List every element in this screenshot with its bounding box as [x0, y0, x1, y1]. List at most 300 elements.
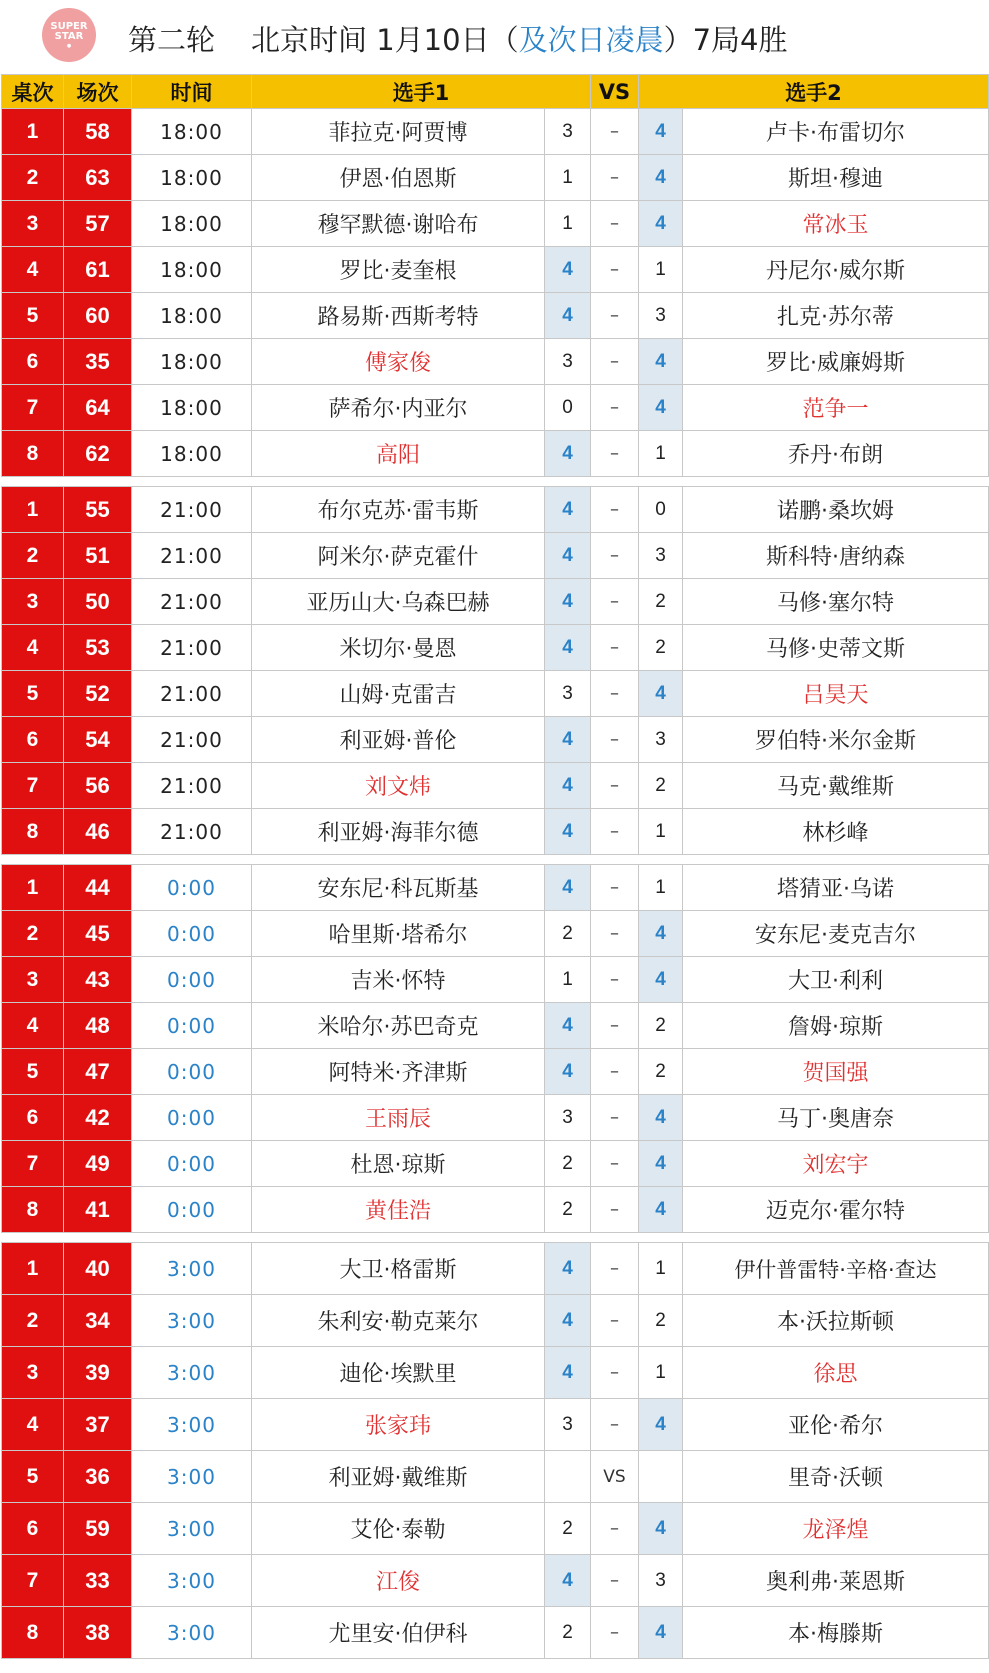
desk-number: 1 — [2, 1243, 64, 1295]
player1-score: 4 — [545, 809, 591, 855]
table-header-row — [2, 75, 989, 109]
player1-name: 阿米尔·萨克霍什 — [252, 533, 545, 579]
vs-separator: – — [591, 671, 639, 717]
table-row — [2, 1095, 989, 1141]
player2-name: 扎克·苏尔蒂 — [683, 293, 989, 339]
player2-score — [639, 1451, 683, 1503]
match-time: 0:00 — [132, 957, 252, 1003]
table-row — [2, 1141, 989, 1187]
player1-name: 傅家俊 — [252, 339, 545, 385]
desk-number: 1 — [2, 109, 64, 155]
player1-name: 王雨辰 — [252, 1095, 545, 1141]
col-desk: 桌次 — [2, 75, 64, 109]
table-row — [2, 763, 989, 809]
match-time: 21:00 — [132, 809, 252, 855]
player2-score: 4 — [639, 1141, 683, 1187]
match-number: 37 — [64, 1399, 132, 1451]
player2-score: 1 — [639, 809, 683, 855]
player1-name: 米切尔·曼恩 — [252, 625, 545, 671]
match-time: 18:00 — [132, 293, 252, 339]
player1-name: 大卫·格雷斯 — [252, 1243, 545, 1295]
player2-name: 大卫·利利 — [683, 957, 989, 1003]
player1-score: 4 — [545, 1555, 591, 1607]
vs-separator: – — [591, 487, 639, 533]
player1-score: 4 — [545, 579, 591, 625]
table-row — [2, 911, 989, 957]
match-number: 59 — [64, 1503, 132, 1555]
player1-name: 利亚姆·海菲尔德 — [252, 809, 545, 855]
player2-name: 贺国强 — [683, 1049, 989, 1095]
desk-number: 3 — [2, 1347, 64, 1399]
match-number: 61 — [64, 247, 132, 293]
match-time: 21:00 — [132, 763, 252, 809]
player1-name: 哈里斯·塔希尔 — [252, 911, 545, 957]
vs-separator: – — [591, 385, 639, 431]
time-suffix: ）7局4胜 — [663, 23, 788, 57]
player2-score: 2 — [639, 1295, 683, 1347]
vs-separator: – — [591, 201, 639, 247]
col-player1: 选手1 — [252, 75, 591, 109]
desk-number: 4 — [2, 1399, 64, 1451]
match-number: 42 — [64, 1095, 132, 1141]
match-time: 21:00 — [132, 717, 252, 763]
player2-score: 4 — [639, 1503, 683, 1555]
player1-score: 4 — [545, 247, 591, 293]
player2-score: 0 — [639, 487, 683, 533]
match-number: 33 — [64, 1555, 132, 1607]
match-number: 48 — [64, 1003, 132, 1049]
player2-name: 吕昊天 — [683, 671, 989, 717]
player2-score: 4 — [639, 1095, 683, 1141]
match-time: 3:00 — [132, 1399, 252, 1451]
player2-name: 亚伦·希尔 — [683, 1399, 989, 1451]
player2-score: 4 — [639, 911, 683, 957]
player1-name: 布尔克苏·雷韦斯 — [252, 487, 545, 533]
match-number: 54 — [64, 717, 132, 763]
player1-score: 4 — [545, 431, 591, 477]
player2-score: 2 — [639, 579, 683, 625]
player2-score: 4 — [639, 671, 683, 717]
vs-separator: – — [591, 1187, 639, 1233]
player1-score: 1 — [545, 155, 591, 201]
desk-number: 7 — [2, 385, 64, 431]
player1-score: 1 — [545, 201, 591, 247]
col-time: 时间 — [132, 75, 252, 109]
player2-name: 里奇·沃顿 — [683, 1451, 989, 1503]
vs-separator: – — [591, 1003, 639, 1049]
time-prefix: 北京时间 1月10日（ — [251, 23, 519, 57]
vs-separator: – — [591, 1607, 639, 1659]
desk-number: 8 — [2, 431, 64, 477]
player1-name: 安东尼·科瓦斯基 — [252, 865, 545, 911]
match-time: 0:00 — [132, 1187, 252, 1233]
player1-score: 3 — [545, 671, 591, 717]
player2-name: 徐思 — [683, 1347, 989, 1399]
player2-name: 奥利弗·莱恩斯 — [683, 1555, 989, 1607]
table-row — [2, 1503, 989, 1555]
desk-number: 3 — [2, 957, 64, 1003]
desk-number: 2 — [2, 1295, 64, 1347]
schedule-table — [1, 74, 989, 1659]
desk-number: 2 — [2, 155, 64, 201]
player1-score: 3 — [545, 339, 591, 385]
player2-name: 马修·塞尔特 — [683, 579, 989, 625]
match-number: 35 — [64, 339, 132, 385]
match-number: 40 — [64, 1243, 132, 1295]
player2-score: 4 — [639, 201, 683, 247]
table-row — [2, 293, 989, 339]
match-number: 38 — [64, 1607, 132, 1659]
player1-score: 4 — [545, 1295, 591, 1347]
player2-name: 詹姆·琼斯 — [683, 1003, 989, 1049]
desk-number: 2 — [2, 533, 64, 579]
match-time: 3:00 — [132, 1607, 252, 1659]
player2-score: 4 — [639, 1187, 683, 1233]
vs-separator: – — [591, 109, 639, 155]
table-row — [2, 1003, 989, 1049]
match-number: 62 — [64, 431, 132, 477]
vs-separator: – — [591, 431, 639, 477]
player2-name: 卢卡·布雷切尔 — [683, 109, 989, 155]
player1-name: 穆罕默德·谢哈布 — [252, 201, 545, 247]
player1-score: 4 — [545, 293, 591, 339]
vs-separator: – — [591, 625, 639, 671]
player1-score: 2 — [545, 911, 591, 957]
player2-name: 诺鹏·桑坎姆 — [683, 487, 989, 533]
match-time: 0:00 — [132, 911, 252, 957]
player1-score: 4 — [545, 1003, 591, 1049]
col-player2: 选手2 — [639, 75, 989, 109]
desk-number: 1 — [2, 865, 64, 911]
desk-number: 4 — [2, 625, 64, 671]
player1-name: 阿特米·齐津斯 — [252, 1049, 545, 1095]
table-row — [2, 957, 989, 1003]
table-row — [2, 625, 989, 671]
player2-name: 本·梅滕斯 — [683, 1607, 989, 1659]
player2-score: 3 — [639, 533, 683, 579]
player2-name: 林杉峰 — [683, 809, 989, 855]
table-row — [2, 1295, 989, 1347]
desk-number: 3 — [2, 579, 64, 625]
schedule-body — [2, 109, 989, 1659]
player1-score: 1 — [545, 957, 591, 1003]
player1-score: 4 — [545, 1347, 591, 1399]
match-time: 21:00 — [132, 487, 252, 533]
table-row — [2, 339, 989, 385]
player1-name: 罗比·麦奎根 — [252, 247, 545, 293]
player2-name: 丹尼尔·威尔斯 — [683, 247, 989, 293]
vs-separator: – — [591, 1141, 639, 1187]
vs-separator: – — [591, 1399, 639, 1451]
player1-score: 0 — [545, 385, 591, 431]
separator-cell — [2, 1233, 989, 1243]
match-number: 53 — [64, 625, 132, 671]
separator-cell — [2, 855, 989, 865]
player2-score: 2 — [639, 625, 683, 671]
player1-score: 2 — [545, 1503, 591, 1555]
player2-name: 伊什普雷特·辛格·查达 — [683, 1243, 989, 1295]
vs-separator: – — [591, 293, 639, 339]
match-time: 18:00 — [132, 247, 252, 293]
title-bar — [0, 0, 989, 74]
player2-score: 2 — [639, 1049, 683, 1095]
player1-score: 4 — [545, 487, 591, 533]
vs-separator: – — [591, 911, 639, 957]
player2-name: 范争一 — [683, 385, 989, 431]
vs-separator: – — [591, 247, 639, 293]
player1-name: 菲拉克·阿贾博 — [252, 109, 545, 155]
separator-cell — [2, 477, 989, 487]
match-time: 21:00 — [132, 579, 252, 625]
player2-score: 2 — [639, 1003, 683, 1049]
match-time: 0:00 — [132, 1003, 252, 1049]
player1-name: 萨希尔·内亚尔 — [252, 385, 545, 431]
player2-score: 4 — [639, 385, 683, 431]
player2-name: 斯坦·穆迪 — [683, 155, 989, 201]
player2-score: 1 — [639, 1347, 683, 1399]
match-time: 3:00 — [132, 1451, 252, 1503]
vs-separator: – — [591, 155, 639, 201]
player2-score: 4 — [639, 1399, 683, 1451]
table-row — [2, 385, 989, 431]
player1-score: 4 — [545, 625, 591, 671]
super-star-logo: SUPER STAR ● — [42, 8, 96, 62]
vs-separator: – — [591, 809, 639, 855]
match-time: 18:00 — [132, 385, 252, 431]
match-number: 34 — [64, 1295, 132, 1347]
desk-number: 7 — [2, 763, 64, 809]
match-number: 45 — [64, 911, 132, 957]
player1-score: 3 — [545, 1399, 591, 1451]
player1-score: 2 — [545, 1141, 591, 1187]
match-time: 3:00 — [132, 1503, 252, 1555]
match-number: 64 — [64, 385, 132, 431]
player1-name: 利亚姆·戴维斯 — [252, 1451, 545, 1503]
table-row — [2, 1243, 989, 1295]
time-highlight: 及次日凌晨 — [518, 23, 664, 57]
player2-name: 迈克尔·霍尔特 — [683, 1187, 989, 1233]
match-number: 41 — [64, 1187, 132, 1233]
table-row — [2, 1451, 989, 1503]
table-row — [2, 201, 989, 247]
match-number: 56 — [64, 763, 132, 809]
match-number: 47 — [64, 1049, 132, 1095]
match-number: 57 — [64, 201, 132, 247]
match-time: 3:00 — [132, 1347, 252, 1399]
player2-name: 安东尼·麦克吉尔 — [683, 911, 989, 957]
vs-separator: – — [591, 717, 639, 763]
desk-number: 6 — [2, 717, 64, 763]
desk-number: 8 — [2, 809, 64, 855]
table-row — [2, 247, 989, 293]
table-row — [2, 1187, 989, 1233]
player1-name: 张家玮 — [252, 1399, 545, 1451]
player2-score: 3 — [639, 293, 683, 339]
match-time: 0:00 — [132, 1095, 252, 1141]
player2-name: 乔丹·布朗 — [683, 431, 989, 477]
player2-score: 1 — [639, 1243, 683, 1295]
match-time: 18:00 — [132, 201, 252, 247]
match-number: 49 — [64, 1141, 132, 1187]
match-number: 60 — [64, 293, 132, 339]
match-time: 21:00 — [132, 533, 252, 579]
player2-name: 马丁·奥唐奈 — [683, 1095, 989, 1141]
desk-number: 8 — [2, 1607, 64, 1659]
vs-separator: – — [591, 579, 639, 625]
round-label: 第二轮 — [128, 23, 216, 57]
col-match: 场次 — [64, 75, 132, 109]
player1-score: 4 — [545, 717, 591, 763]
desk-number: 6 — [2, 1503, 64, 1555]
player2-score: 3 — [639, 1555, 683, 1607]
table-row — [2, 533, 989, 579]
table-row — [2, 671, 989, 717]
vs-separator: – — [591, 1555, 639, 1607]
vs-separator: – — [591, 1243, 639, 1295]
match-time: 3:00 — [132, 1243, 252, 1295]
match-time: 18:00 — [132, 339, 252, 385]
match-number: 44 — [64, 865, 132, 911]
match-time: 18:00 — [132, 155, 252, 201]
match-time: 3:00 — [132, 1295, 252, 1347]
player2-score: 1 — [639, 431, 683, 477]
session-separator — [2, 855, 989, 865]
player1-score: 2 — [545, 1607, 591, 1659]
match-time: 0:00 — [132, 1049, 252, 1095]
player2-name: 塔猜亚·乌诺 — [683, 865, 989, 911]
desk-number: 6 — [2, 339, 64, 385]
player1-score: 4 — [545, 533, 591, 579]
vs-separator: – — [591, 957, 639, 1003]
player1-score: 4 — [545, 865, 591, 911]
table-row — [2, 155, 989, 201]
match-number: 63 — [64, 155, 132, 201]
table-row — [2, 1347, 989, 1399]
player1-score: 3 — [545, 109, 591, 155]
player1-name: 山姆·克雷吉 — [252, 671, 545, 717]
player2-name: 龙泽煌 — [683, 1503, 989, 1555]
player1-name: 朱利安·勒克莱尔 — [252, 1295, 545, 1347]
player2-score: 4 — [639, 155, 683, 201]
vs-separator: – — [591, 763, 639, 809]
player1-score: 3 — [545, 1095, 591, 1141]
match-number: 46 — [64, 809, 132, 855]
match-time: 18:00 — [132, 431, 252, 477]
player1-score: 4 — [545, 1049, 591, 1095]
player2-score: 2 — [639, 763, 683, 809]
desk-number: 6 — [2, 1095, 64, 1141]
vs-separator: – — [591, 533, 639, 579]
player1-score — [545, 1451, 591, 1503]
desk-number: 5 — [2, 1049, 64, 1095]
desk-number: 4 — [2, 247, 64, 293]
col-vs: VS — [591, 75, 639, 109]
vs-separator: – — [591, 1503, 639, 1555]
page-title — [128, 18, 788, 59]
desk-number: 5 — [2, 1451, 64, 1503]
player1-name: 利亚姆·普伦 — [252, 717, 545, 763]
desk-number: 8 — [2, 1187, 64, 1233]
desk-number: 7 — [2, 1555, 64, 1607]
player1-name: 吉米·怀特 — [252, 957, 545, 1003]
vs-separator: VS — [591, 1451, 639, 1503]
player1-name: 米哈尔·苏巴奇克 — [252, 1003, 545, 1049]
player1-name: 高阳 — [252, 431, 545, 477]
vs-separator: – — [591, 1347, 639, 1399]
match-number: 39 — [64, 1347, 132, 1399]
match-time: 0:00 — [132, 1141, 252, 1187]
player2-score: 4 — [639, 1607, 683, 1659]
session-separator — [2, 477, 989, 487]
player2-name: 罗比·威廉姆斯 — [683, 339, 989, 385]
match-time: 21:00 — [132, 671, 252, 717]
player2-name: 常冰玉 — [683, 201, 989, 247]
table-row — [2, 717, 989, 763]
table-row — [2, 865, 989, 911]
vs-separator: – — [591, 339, 639, 385]
table-row — [2, 109, 989, 155]
match-number: 50 — [64, 579, 132, 625]
table-row — [2, 1399, 989, 1451]
player1-score: 4 — [545, 763, 591, 809]
desk-number: 5 — [2, 671, 64, 717]
session-separator — [2, 1233, 989, 1243]
match-number: 55 — [64, 487, 132, 533]
player1-name: 迪伦·埃默里 — [252, 1347, 545, 1399]
match-time: 21:00 — [132, 625, 252, 671]
player2-score: 1 — [639, 865, 683, 911]
player1-score: 4 — [545, 1243, 591, 1295]
desk-number: 5 — [2, 293, 64, 339]
player1-score: 2 — [545, 1187, 591, 1233]
player1-name: 路易斯·西斯考特 — [252, 293, 545, 339]
vs-separator: – — [591, 1049, 639, 1095]
player2-score: 1 — [639, 247, 683, 293]
player2-name: 罗伯特·米尔金斯 — [683, 717, 989, 763]
player2-score: 4 — [639, 109, 683, 155]
match-number: 51 — [64, 533, 132, 579]
vs-separator: – — [591, 1295, 639, 1347]
player1-name: 亚历山大·乌森巴赫 — [252, 579, 545, 625]
desk-number: 1 — [2, 487, 64, 533]
player2-name: 斯科特·唐纳森 — [683, 533, 989, 579]
player2-name: 马克·戴维斯 — [683, 763, 989, 809]
match-time: 3:00 — [132, 1555, 252, 1607]
player2-name: 本·沃拉斯顿 — [683, 1295, 989, 1347]
match-time: 18:00 — [132, 109, 252, 155]
player2-name: 刘宏宇 — [683, 1141, 989, 1187]
table-row — [2, 431, 989, 477]
table-row — [2, 809, 989, 855]
desk-number: 2 — [2, 911, 64, 957]
player1-name: 黄佳浩 — [252, 1187, 545, 1233]
player1-name: 江俊 — [252, 1555, 545, 1607]
player2-score: 4 — [639, 957, 683, 1003]
desk-number: 7 — [2, 1141, 64, 1187]
table-row — [2, 1607, 989, 1659]
player1-name: 伊恩·伯恩斯 — [252, 155, 545, 201]
player2-score: 3 — [639, 717, 683, 763]
match-number: 43 — [64, 957, 132, 1003]
match-number: 52 — [64, 671, 132, 717]
player1-name: 尤里安·伯伊科 — [252, 1607, 545, 1659]
match-time: 0:00 — [132, 865, 252, 911]
table-row — [2, 487, 989, 533]
player2-score: 4 — [639, 339, 683, 385]
player1-name: 艾伦·泰勒 — [252, 1503, 545, 1555]
table-row — [2, 579, 989, 625]
desk-number: 4 — [2, 1003, 64, 1049]
